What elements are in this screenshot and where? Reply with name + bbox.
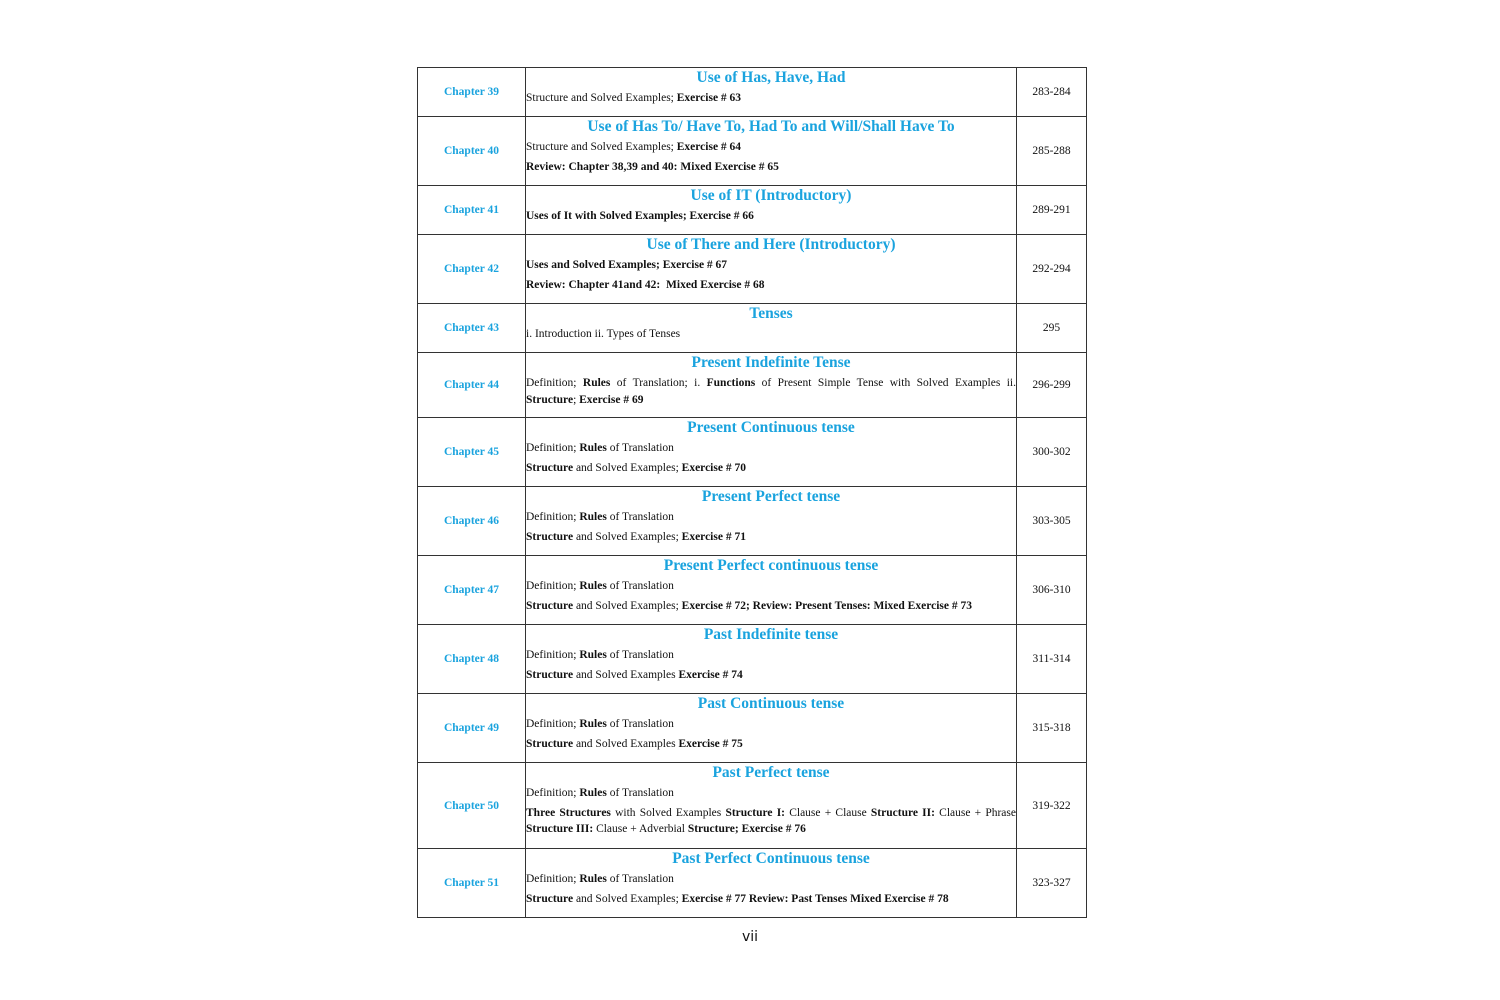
- chapter-title: Present Perfect continuous tense: [663, 557, 879, 574]
- topic-text-bold: Exercise # 75: [678, 737, 743, 750]
- toc-row: [418, 304, 1087, 353]
- page-range: 289-291: [1017, 186, 1087, 235]
- chapter-title: Present Continuous tense: [687, 419, 855, 436]
- topic-text: i. Introduction ii. Types of Tenses: [526, 328, 681, 340]
- topic-text: and Solved Examples;: [573, 461, 682, 474]
- toc-row: [418, 487, 1087, 556]
- chapter-contents: [526, 68, 1017, 117]
- topic-text: of Translation; i.: [610, 377, 707, 389]
- toc-row: [418, 186, 1087, 235]
- chapter-label: Chapter 40: [418, 117, 526, 186]
- topic-text-bold: Exercise # 63: [676, 92, 742, 104]
- topic-line: [526, 578, 1016, 595]
- topic-text-bold: Structure; Exercise # 76: [687, 823, 806, 835]
- topic-text-bold: Structure I:: [725, 806, 786, 819]
- topic-line: [526, 647, 1016, 664]
- topic-text-bold: Rules: [582, 377, 611, 389]
- topic-line: [526, 208, 1016, 225]
- topic-text-bold: Rules: [579, 787, 607, 799]
- page-range: 285-288: [1017, 117, 1087, 186]
- topic-text-bold: Three Structures: [526, 806, 611, 819]
- chapter-title: Past Indefinite tense: [703, 626, 839, 643]
- topic-text-bold: Structure: [526, 668, 574, 681]
- toc-row: [418, 694, 1087, 763]
- chapter-contents: [526, 117, 1017, 186]
- topic-text-bold: Exercise # 77 Review: Past Tenses Mixed Exercise # 78: [681, 892, 949, 905]
- chapter-title: Past Perfect tense: [712, 764, 830, 781]
- page-range: 292-294: [1017, 235, 1087, 304]
- topic-line: [526, 509, 1016, 526]
- topic-text-bold: Uses of It with Solved Examples; Exercise # 66: [526, 210, 754, 222]
- page-range: 296-299: [1017, 353, 1087, 418]
- topic-text-bold: Rules: [579, 580, 607, 592]
- topic-line: [526, 529, 1016, 546]
- chapter-label: Chapter 47: [418, 556, 526, 625]
- topic-text: with Solved Examples: [610, 806, 726, 819]
- topic-line: [526, 716, 1016, 733]
- topic-line: [526, 159, 1016, 176]
- chapter-label: Chapter 51: [418, 849, 526, 918]
- toc-body: [418, 68, 1087, 918]
- chapter-contents: [526, 304, 1017, 353]
- chapter-label: Chapter 45: [418, 418, 526, 487]
- page-range: 300-302: [1017, 418, 1087, 487]
- topic-text: Definition;: [526, 787, 580, 799]
- topic-text-bold: Rules: [579, 442, 607, 454]
- topic-text-bold: Exercise # 69: [579, 393, 644, 406]
- topic-text-bold: Exercise # 71: [681, 530, 746, 543]
- topic-text-bold: Rules: [579, 649, 607, 661]
- topic-text: and Solved Examples: [573, 668, 679, 681]
- topic-text-bold: Exercise # 70: [681, 461, 746, 474]
- topic-line: [526, 139, 1016, 156]
- page-range: 303-305: [1017, 487, 1087, 556]
- topic-line: [526, 440, 1016, 457]
- topic-text: Structure and Solved Examples;: [526, 141, 677, 153]
- topic-text: of Translation: [606, 442, 674, 454]
- topic-line: [526, 90, 1016, 107]
- topic-text: of Translation: [606, 580, 674, 592]
- topic-text-bold: Structure: [526, 599, 574, 612]
- page-range: 283-284: [1017, 68, 1087, 117]
- topic-line: [526, 805, 1019, 838]
- topic-text-bold: Rules: [579, 511, 607, 523]
- toc-row: [418, 235, 1087, 304]
- chapter-title: Present Perfect tense: [701, 488, 841, 505]
- chapter-title: Use of Has, Have, Had: [696, 69, 846, 86]
- chapter-label: Chapter 48: [418, 625, 526, 694]
- topic-line: [526, 460, 1016, 477]
- topic-line: [526, 871, 1016, 888]
- topic-text-bold: Exercise # 74: [678, 668, 743, 681]
- page-range: 311-314: [1017, 625, 1087, 694]
- topic-text-bold: Exercise # 64: [676, 141, 742, 153]
- topic-text: Structure and Solved Examples;: [526, 92, 677, 104]
- topic-line: [526, 257, 1016, 274]
- topic-text-bold: Exercise # 72; Review: Present Tenses: Mixed Exercise # 73: [681, 599, 972, 612]
- toc-row: [418, 763, 1087, 849]
- topic-text-bold: Structure: [526, 393, 574, 406]
- topic-line: [526, 785, 1016, 802]
- toc-row: [418, 353, 1087, 418]
- chapter-contents: [526, 186, 1017, 235]
- toc-row: [418, 625, 1087, 694]
- topic-text: Definition;: [526, 511, 580, 523]
- topic-text: of Present Simple Tense with Solved Examples ii.: [755, 377, 1019, 389]
- topic-line: [526, 891, 1016, 908]
- toc-row: [418, 68, 1087, 117]
- topic-text: of Translation: [606, 511, 674, 523]
- topic-text: Definition;: [526, 649, 580, 661]
- topic-line: [526, 598, 1016, 615]
- chapter-label: Chapter 50: [418, 763, 526, 849]
- chapter-label: Chapter 46: [418, 487, 526, 556]
- chapter-contents: [526, 353, 1017, 418]
- topic-text: and Solved Examples;: [573, 892, 682, 905]
- chapter-title: Use of Has To/ Have To, Had To and Will/Shall Have To: [587, 118, 955, 135]
- toc-row: [418, 117, 1087, 186]
- chapter-contents: [526, 418, 1017, 487]
- topic-text-bold: Structure: [526, 892, 574, 905]
- topic-text: Definition;: [526, 718, 580, 730]
- chapter-title: Present Indefinite Tense: [691, 354, 851, 371]
- chapter-contents: [526, 556, 1017, 625]
- chapter-title: Use of There and Here (Introductory): [646, 236, 896, 253]
- page-range: 306-310: [1017, 556, 1087, 625]
- chapter-contents: [526, 487, 1017, 556]
- topic-text-bold: Uses and Solved Examples; Exercise # 67: [526, 259, 728, 271]
- chapter-title: Tenses: [749, 305, 793, 322]
- toc-row: [418, 849, 1087, 918]
- topic-text: of Translation: [606, 718, 674, 730]
- page-range: 295: [1017, 304, 1087, 353]
- topic-line: [526, 277, 1016, 294]
- chapter-label: Chapter 44: [418, 353, 526, 418]
- chapter-title: Use of IT (Introductory): [690, 187, 852, 204]
- topic-text: of Translation: [606, 787, 674, 799]
- topic-line: [526, 375, 1019, 408]
- topic-text: Definition;: [526, 377, 583, 389]
- topic-text-bold: Structure: [526, 530, 574, 543]
- topic-text-bold: Rules: [579, 873, 607, 885]
- topic-text-bold: Structure: [526, 737, 574, 750]
- chapter-contents: [526, 694, 1017, 763]
- topic-text: Definition;: [526, 442, 580, 454]
- topic-line: [526, 667, 1016, 684]
- topic-text: of Translation: [606, 649, 674, 661]
- topic-text-bold: Rules: [579, 718, 607, 730]
- toc-row: [418, 556, 1087, 625]
- topic-text: and Solved Examples;: [573, 599, 682, 612]
- topic-text: Clause + Phrase: [934, 806, 1019, 819]
- topic-text: of Translation: [606, 873, 674, 885]
- topic-text: and Solved Examples;: [573, 530, 682, 543]
- topic-text: ;: [573, 393, 580, 406]
- page-range: 319-322: [1017, 763, 1087, 849]
- topic-text-bold: Functions: [706, 377, 756, 389]
- topic-text-bold: Structure: [526, 461, 574, 474]
- page-range: 323-327: [1017, 849, 1087, 918]
- topic-line: [526, 736, 1016, 753]
- topic-text: Definition;: [526, 580, 580, 592]
- chapter-title: Past Continuous tense: [697, 695, 845, 712]
- toc-row: [418, 418, 1087, 487]
- topic-text-bold: Structure III:: [526, 823, 594, 835]
- topic-text-bold: Structure II:: [870, 806, 935, 819]
- chapter-label: Chapter 39: [418, 68, 526, 117]
- page-number: vii: [741, 929, 759, 945]
- topic-text-bold: Review: Chapter 38,39 and 40: Mixed Exercise # 65: [526, 160, 779, 173]
- chapter-label: Chapter 41: [418, 186, 526, 235]
- chapter-contents: [526, 763, 1017, 849]
- chapter-contents: [526, 625, 1017, 694]
- chapter-title: Past Perfect Continuous tense: [672, 850, 870, 867]
- topic-text: and Solved Examples: [573, 737, 679, 750]
- topic-text: Clause + Clause: [785, 806, 871, 819]
- chapter-label: Chapter 49: [418, 694, 526, 763]
- topic-text: Clause + Adverbial: [593, 823, 688, 835]
- chapter-contents: [526, 235, 1017, 304]
- table-of-contents: [417, 67, 1087, 918]
- chapter-label: Chapter 42: [418, 235, 526, 304]
- page-range: 315-318: [1017, 694, 1087, 763]
- topic-text: Definition;: [526, 873, 580, 885]
- topic-line: [526, 326, 1016, 343]
- topic-text-bold: Review: Chapter 41and 42: Mixed Exercise # 68: [526, 278, 765, 291]
- chapter-label: Chapter 43: [418, 304, 526, 353]
- chapter-contents: [526, 849, 1017, 918]
